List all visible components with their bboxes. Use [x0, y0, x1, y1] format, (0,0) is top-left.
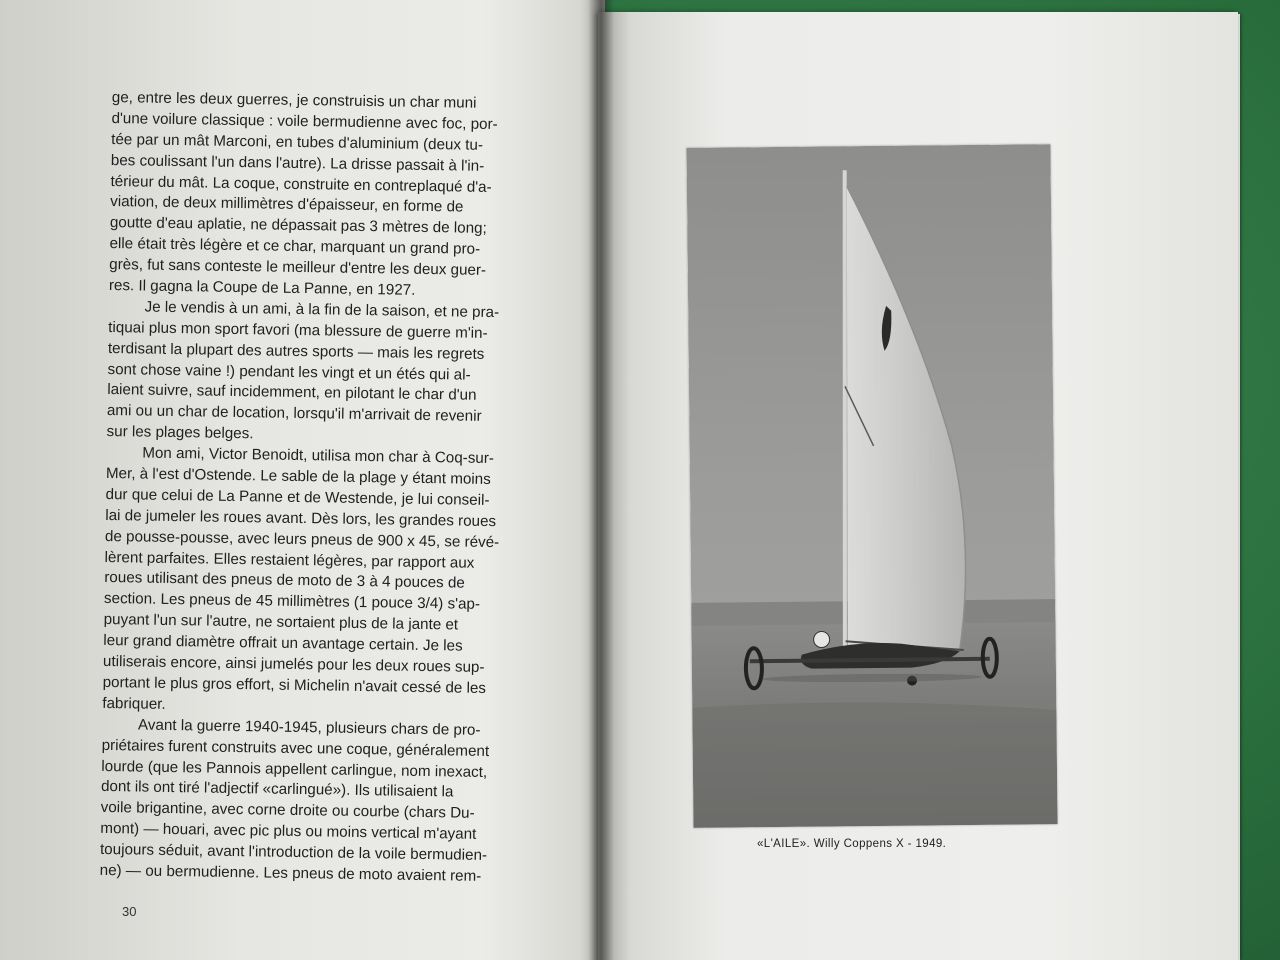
- text-line: mont) — houari, avec pic plus ou moins vertical m'ayant: [100, 820, 477, 843]
- text-line: elle était très légère et ce char, marquant un grand pro-: [109, 235, 481, 259]
- text-line: d'une voilure classique : voile bermudienne avec foc, por-: [111, 109, 498, 133]
- text-line: portant le plus gros effort, si Michelin n'avait cessé de les: [102, 673, 487, 697]
- text-line: goutte d'eau aplatie, ne dépassait pas 3 mètres de long;: [109, 214, 487, 238]
- text-line: sur les plages belges.: [106, 423, 254, 443]
- text-line: tée par un mât Marconi, en tubes d'aluminium (deux tu-: [111, 130, 484, 154]
- text-line: terdisant la plupart des autres sports — mais les regrets: [107, 339, 485, 363]
- text-line: section. Les pneus de 45 millimètres (1 pouce 3/4) s'ap-: [103, 590, 481, 614]
- land-yacht-photo: [686, 144, 1057, 828]
- text-line: térieur du mât. La coque, construite en contreplaqué d'a-: [110, 172, 492, 196]
- text-line: dont ils ont tiré l'adjectif «carlingué»). Ils utilisaient la: [100, 778, 454, 801]
- text-line: toujours séduit, avant l'introduction de la voile bermudien-: [99, 840, 488, 865]
- text-line: priétaires furent construits avec une coque, généralement: [101, 736, 490, 760]
- body-text: [100, 88, 572, 889]
- text-line: ge, entre les deux guerres, je construisis un char muni: [111, 88, 477, 112]
- text-line: viation, de deux millimètres d'épaisseur, en forme de: [110, 193, 464, 216]
- text-line: Mer, à l'est d'Ostende. Le sable de la plage y étant moins: [105, 464, 491, 489]
- text-line: Je le vendis à un ami, à la fin de la saison, et ne pra-: [144, 298, 500, 322]
- text-line: ne) — ou bermudienne. Les pneus de moto avaient rem-: [99, 861, 482, 885]
- text-line: leur grand diamètre offrait un avantage certain. Je les: [103, 632, 463, 655]
- text-line: tiquai plus mon sport favori (ma blessure de guerre m'in-: [108, 318, 488, 342]
- text-line: lai de jumeler les roues avant. Dès lors, les grandes roues: [105, 506, 497, 530]
- left-page: [0, 0, 605, 960]
- page-number: 30: [122, 904, 137, 919]
- text-line: ami ou un char de location, lorsqu'il m'arrivait de revenir: [106, 402, 482, 426]
- text-line: dur que celui de La Panne et de Westende, je lui conseil-: [105, 485, 490, 509]
- land-yacht-illustration: [686, 144, 1057, 828]
- text-line: grès, fut sans conteste le meilleur d'entre les deux guer-: [109, 256, 487, 280]
- text-line: fabriquer.: [102, 694, 166, 713]
- text-line: puyant l'un sur l'autre, ne sortaient plus de la jante et: [103, 611, 459, 634]
- photo-caption: «L'AILE». Willy Coppens X - 1949.: [757, 838, 947, 850]
- text-line: de pousse-pousse, avec leurs pneus de 900 x 45, se révé-: [104, 527, 500, 551]
- book-gutter: [588, 0, 614, 960]
- text-line: utiliserais encore, ainsi jumelés pour les deux roues sup-: [102, 652, 485, 676]
- text-line: Mon ami, Victor Benoidt, utilisa mon char à Coq-sur-: [142, 444, 495, 468]
- text-line: laient suivre, sauf incidemment, en pilotant le char d'un: [107, 381, 477, 405]
- text-line: bes coulissant l'un dans l'autre). La drisse passait à l'in-: [110, 151, 485, 175]
- text-line: res. Il gagna la Coupe de La Panne, en 1927.: [108, 276, 416, 299]
- text-line: lèrent parfaites. Elles restaient légères, par rapport aux: [104, 548, 475, 572]
- text-line: roues utilisant des pneus de moto de 3 à 4 pouces de: [104, 569, 465, 593]
- text-line: Avant la guerre 1940-1945, plusieurs chars de pro-: [137, 716, 481, 739]
- text-line: sont chose vaine !) pendant les vingt et un étés qui al-: [107, 360, 471, 384]
- text-line: lourde (que les Pannois appellent carlingue, nom inexact,: [101, 757, 488, 781]
- text-line: voile brigantine, avec corne droite ou courbe (chars Du-: [100, 799, 475, 823]
